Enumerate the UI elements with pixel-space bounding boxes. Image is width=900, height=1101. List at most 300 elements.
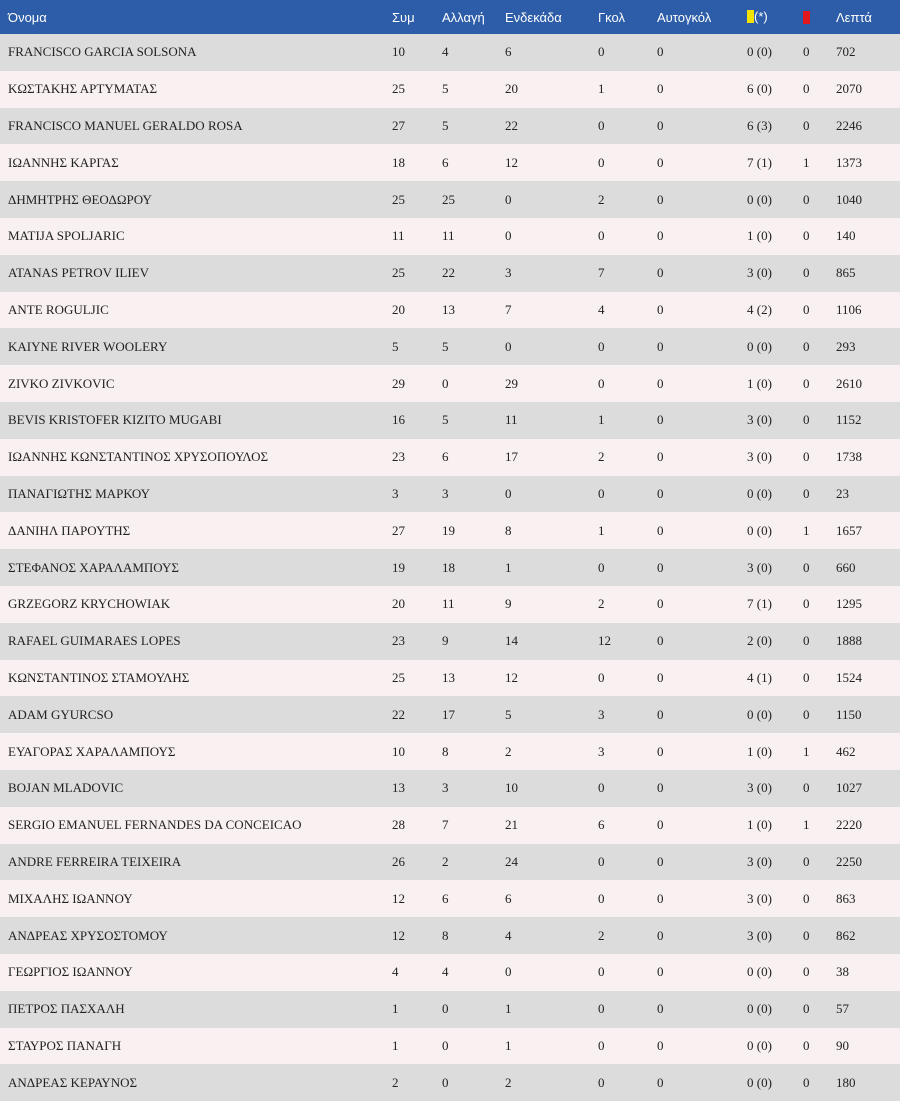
goals-value: 6: [598, 817, 605, 833]
starts-value: 14: [505, 633, 518, 649]
minutes-value: 1657: [836, 522, 862, 538]
starts-value: 2: [505, 1074, 512, 1090]
goals-value: 0: [598, 228, 605, 244]
table-header: [0, 0, 900, 34]
yellow-cards-value: 3 (0): [747, 559, 772, 575]
starts-value: 24: [505, 853, 518, 869]
minutes-value: 1524: [836, 669, 862, 685]
substitute-value: 5: [442, 117, 449, 133]
goals-value: 4: [598, 301, 605, 317]
yellow-cards-value: 1 (0): [747, 375, 772, 391]
starts-value: 0: [505, 338, 512, 354]
player-name[interactable]: ΣΤΕΦΑΝΟΣ ΧΑΡΑΛΑΜΠΟΥΣ: [8, 559, 179, 575]
substitute-value: 5: [442, 412, 449, 428]
goals-value: 1: [598, 522, 605, 538]
own-goals-value: 0: [657, 338, 664, 354]
starts-value: 6: [505, 44, 512, 60]
yellow-cards-value: 1 (0): [747, 817, 772, 833]
minutes-value: 1373: [836, 154, 862, 170]
player-name[interactable]: RAFAEL GUIMARAES LOPES: [8, 633, 181, 649]
player-name[interactable]: ΚΩΝΣΤΑΝΤΙΝΟΣ ΣΤΑΜΟΥΛΗΣ: [8, 669, 190, 685]
own-goals-value: 0: [657, 1074, 664, 1090]
substitute-value: 0: [442, 1037, 449, 1053]
goals-value: 0: [598, 890, 605, 906]
minutes-value: 140: [836, 228, 856, 244]
appearances-value: 12: [392, 927, 405, 943]
starts-value: 1: [505, 1001, 512, 1017]
header-row: [0, 0, 900, 34]
player-name[interactable]: MATIJA SPOLJARIC: [8, 228, 125, 244]
table-row: [0, 991, 900, 1028]
table-row: [0, 439, 900, 476]
player-name[interactable]: KAIYNE RIVER WOOLERY: [8, 338, 168, 354]
player-name[interactable]: ZIVKO ZIVKOVIC: [8, 375, 115, 391]
red-cards-value: 0: [803, 1037, 810, 1053]
player-name[interactable]: ΠΑΝΑΓΙΩΤΗΣ ΜΑΡΚΟΥ: [8, 485, 151, 501]
table-row: [0, 292, 900, 329]
own-goals-value: 0: [657, 927, 664, 943]
starts-value: 7: [505, 301, 512, 317]
appearances-value: 25: [392, 265, 405, 281]
red-cards-value: 0: [803, 412, 810, 428]
appearances-value: 4: [392, 964, 399, 980]
own-goals-value: 0: [657, 301, 664, 317]
goals-value: 3: [598, 743, 605, 759]
appearances-value: 2: [392, 1074, 399, 1090]
substitute-value: 2: [442, 853, 449, 869]
player-name[interactable]: BOJAN MLADOVIC: [8, 780, 124, 796]
appearances-value: 11: [392, 228, 405, 244]
own-goals-value: 0: [657, 853, 664, 869]
minutes-value: 2246: [836, 117, 862, 133]
appearances-value: 5: [392, 338, 399, 354]
player-name[interactable]: ΑΝΔΡΕΑΣ ΧΡΥΣΟΣΤΟΜΟΥ: [8, 927, 168, 943]
red-cards-value: 0: [803, 780, 810, 796]
goals-value: 0: [598, 780, 605, 796]
yellow-cards-value: 0 (0): [747, 485, 772, 501]
appearances-value: 26: [392, 853, 405, 869]
yellow-cards-value: 4 (2): [747, 301, 772, 317]
yellow-cards-value: 3 (0): [747, 927, 772, 943]
table-row: [0, 917, 900, 954]
col-own-goals-header[interactable]: Αυτογκόλ: [657, 9, 712, 25]
appearances-value: 19: [392, 559, 405, 575]
yellow-cards-value: 0 (0): [747, 338, 772, 354]
player-name[interactable]: ΣΤΑΥΡΟΣ ΠΑΝΑΓΗ: [8, 1037, 122, 1053]
minutes-value: 2070: [836, 81, 862, 97]
table-row: [0, 1028, 900, 1065]
red-cards-value: 0: [803, 1001, 810, 1017]
substitute-value: 6: [442, 890, 449, 906]
own-goals-value: 0: [657, 1001, 664, 1017]
minutes-value: 2610: [836, 375, 862, 391]
red-cards-value: 0: [803, 633, 810, 649]
goals-value: 12: [598, 633, 611, 649]
minutes-value: 1106: [836, 301, 862, 317]
red-cards-value: 0: [803, 485, 810, 501]
appearances-value: 3: [392, 485, 399, 501]
table-row: [0, 181, 900, 218]
player-name[interactable]: FRANCISCO MANUEL GERALDO ROSA: [8, 117, 243, 133]
substitute-value: 8: [442, 927, 449, 943]
yellow-cards-value: 6 (3): [747, 117, 772, 133]
starts-value: 29: [505, 375, 518, 391]
appearances-value: 28: [392, 817, 405, 833]
red-cards-value: 0: [803, 338, 810, 354]
starts-value: 11: [505, 412, 518, 428]
player-name[interactable]: ADAM GYURCSO: [8, 706, 114, 722]
red-cards-value: 1: [803, 743, 810, 759]
substitute-value: 0: [442, 375, 449, 391]
table-row: [0, 549, 900, 586]
minutes-value: 23: [836, 485, 849, 501]
minutes-value: 1150: [836, 706, 862, 722]
appearances-value: 20: [392, 596, 405, 612]
minutes-value: 1295: [836, 596, 862, 612]
table-row: [0, 255, 900, 292]
player-name[interactable]: ΔΗΜΗΤΡΗΣ ΘΕΟΔΩΡΟΥ: [8, 191, 152, 207]
player-name[interactable]: BEVIS KRISTOFER KIZITO MUGABI: [8, 412, 222, 428]
yellow-card-icon: [747, 10, 754, 23]
yellow-cards-value: 2 (0): [747, 633, 772, 649]
red-cards-value: 0: [803, 44, 810, 60]
table-row: [0, 844, 900, 881]
substitute-value: 11: [442, 596, 455, 612]
starts-value: 5: [505, 706, 512, 722]
appearances-value: 1: [392, 1037, 399, 1053]
own-goals-value: 0: [657, 964, 664, 980]
red-cards-value: 0: [803, 1074, 810, 1090]
goals-value: 3: [598, 706, 605, 722]
goals-value: 0: [598, 1001, 605, 1017]
starts-value: 4: [505, 927, 512, 943]
red-cards-value: 0: [803, 853, 810, 869]
starts-value: 0: [505, 228, 512, 244]
red-cards-value: 0: [803, 117, 810, 133]
appearances-value: 10: [392, 743, 405, 759]
appearances-value: 25: [392, 191, 405, 207]
minutes-value: 702: [836, 44, 856, 60]
red-cards-value: 0: [803, 706, 810, 722]
yellow-cards-value: 1 (0): [747, 228, 772, 244]
minutes-value: 660: [836, 559, 856, 575]
minutes-value: 1738: [836, 449, 862, 465]
table-row: [0, 954, 900, 991]
own-goals-value: 0: [657, 117, 664, 133]
yellow-cards-value: 3 (0): [747, 890, 772, 906]
red-cards-value: 0: [803, 927, 810, 943]
own-goals-value: 0: [657, 265, 664, 281]
goals-value: 1: [598, 81, 605, 97]
col-sub-header[interactable]: Αλλαγή: [442, 9, 485, 25]
own-goals-value: 0: [657, 633, 664, 649]
starts-value: 2: [505, 743, 512, 759]
table-row: [0, 402, 900, 439]
table-row: [0, 770, 900, 807]
minutes-value: 1040: [836, 191, 862, 207]
yellow-cards-value: 0 (0): [747, 1001, 772, 1017]
substitute-value: 25: [442, 191, 455, 207]
goals-value: 0: [598, 853, 605, 869]
starts-value: 1: [505, 559, 512, 575]
table-row: [0, 807, 900, 844]
own-goals-value: 0: [657, 154, 664, 170]
table-row: [0, 108, 900, 145]
substitute-value: 0: [442, 1001, 449, 1017]
col-starts-header[interactable]: Ενδεκάδα: [505, 9, 562, 25]
starts-value: 0: [505, 964, 512, 980]
substitute-value: 4: [442, 964, 449, 980]
goals-value: 0: [598, 338, 605, 354]
red-cards-value: 0: [803, 596, 810, 612]
substitute-value: 11: [442, 228, 455, 244]
goals-value: 0: [598, 154, 605, 170]
table-row: [0, 696, 900, 733]
starts-value: 21: [505, 817, 518, 833]
minutes-value: 38: [836, 964, 849, 980]
yellow-cards-value: 3 (0): [747, 412, 772, 428]
own-goals-value: 0: [657, 559, 664, 575]
goals-value: 7: [598, 265, 605, 281]
substitute-value: 5: [442, 338, 449, 354]
table-row: [0, 1064, 900, 1101]
goals-value: 0: [598, 1074, 605, 1090]
table-row: [0, 328, 900, 365]
table-row: [0, 733, 900, 770]
substitute-value: 17: [442, 706, 455, 722]
minutes-value: 1027: [836, 780, 862, 796]
player-name[interactable]: ΙΩΑΝΝΗΣ ΚΩΝΣΤΑΝΤΙΝΟΣ ΧΡΥΣΟΠΟΥΛΟΣ: [8, 449, 269, 465]
goals-value: 2: [598, 927, 605, 943]
own-goals-value: 0: [657, 596, 664, 612]
minutes-value: 180: [836, 1074, 856, 1090]
yellow-cards-value: 6 (0): [747, 81, 772, 97]
yellow-cards-value: 7 (1): [747, 596, 772, 612]
appearances-value: 25: [392, 81, 405, 97]
appearances-value: 23: [392, 633, 405, 649]
goals-value: 0: [598, 375, 605, 391]
yellow-cards-value: 0 (0): [747, 1037, 772, 1053]
own-goals-value: 0: [657, 817, 664, 833]
own-goals-value: 0: [657, 191, 664, 207]
red-card-icon: [803, 11, 810, 24]
substitute-value: 3: [442, 485, 449, 501]
appearances-value: 27: [392, 522, 405, 538]
own-goals-value: 0: [657, 449, 664, 465]
starts-value: 20: [505, 81, 518, 97]
substitute-value: 8: [442, 743, 449, 759]
table-row: [0, 144, 900, 181]
player-name[interactable]: ANTE ROGULJIC: [8, 301, 109, 317]
player-name[interactable]: ΔΑΝΙΗΛ ΠΑΡΟΥΤΗΣ: [8, 522, 131, 538]
goals-value: 2: [598, 191, 605, 207]
appearances-value: 16: [392, 412, 405, 428]
table-row: [0, 623, 900, 660]
substitute-value: 19: [442, 522, 455, 538]
yellow-cards-value: 0 (0): [747, 706, 772, 722]
own-goals-value: 0: [657, 1037, 664, 1053]
yellow-cards-value: 7 (1): [747, 154, 772, 170]
substitute-value: 4: [442, 44, 449, 60]
red-cards-value: 0: [803, 81, 810, 97]
own-goals-value: 0: [657, 890, 664, 906]
starts-value: 12: [505, 154, 518, 170]
goals-value: 2: [598, 449, 605, 465]
player-name[interactable]: GRZEGORZ KRYCHOWIAK: [8, 596, 171, 612]
goals-value: 0: [598, 117, 605, 133]
player-name[interactable]: FRANCISCO GARCIA SOLSONA: [8, 44, 197, 60]
player-name[interactable]: ΜΙΧΑΛΗΣ ΙΩΑΝΝΟΥ: [8, 890, 133, 906]
yellow-cards-value: 1 (0): [747, 743, 772, 759]
goals-value: 0: [598, 669, 605, 685]
red-cards-value: 0: [803, 449, 810, 465]
starts-value: 9: [505, 596, 512, 612]
goals-value: 1: [598, 412, 605, 428]
appearances-value: 27: [392, 117, 405, 133]
player-name[interactable]: ΑΝΔΡΕΑΣ ΚΕΡΑΥΝΟΣ: [8, 1074, 138, 1090]
red-cards-value: 0: [803, 964, 810, 980]
yellow-cards-value: 4 (1): [747, 669, 772, 685]
starts-value: 17: [505, 449, 518, 465]
appearances-value: 25: [392, 669, 405, 685]
minutes-value: 1888: [836, 633, 862, 649]
col-name-header[interactable]: Όνομα: [8, 9, 47, 25]
player-name[interactable]: ΕΥΑΓΟΡΑΣ ΧΑΡΑΛΑΜΠΟΥΣ: [8, 743, 176, 759]
goals-value: 0: [598, 44, 605, 60]
goals-value: 0: [598, 1037, 605, 1053]
table-row: [0, 660, 900, 697]
minutes-value: 2220: [836, 817, 862, 833]
starts-value: 10: [505, 780, 518, 796]
player-name[interactable]: ΙΩΑΝΝΗΣ ΚΑΡΓΑΣ: [8, 154, 119, 170]
red-cards-value: 0: [803, 375, 810, 391]
yellow-cards-value: 3 (0): [747, 265, 772, 281]
col-apps-header[interactable]: Συμ: [392, 9, 415, 25]
red-cards-value: 0: [803, 301, 810, 317]
appearances-value: 20: [392, 301, 405, 317]
starts-value: 0: [505, 191, 512, 207]
yellow-cards-value: 0 (0): [747, 522, 772, 538]
table-body: [0, 34, 900, 1101]
player-name[interactable]: SERGIO EMANUEL FERNANDES DA CONCEICAO: [8, 817, 302, 833]
own-goals-value: 0: [657, 375, 664, 391]
own-goals-value: 0: [657, 228, 664, 244]
appearances-value: 23: [392, 449, 405, 465]
player-name[interactable]: ANDRE FERREIRA TEIXEIRA: [8, 853, 182, 869]
table-row: [0, 71, 900, 108]
own-goals-value: 0: [657, 81, 664, 97]
appearances-value: 29: [392, 375, 405, 391]
own-goals-value: 0: [657, 44, 664, 60]
substitute-value: 22: [442, 265, 455, 281]
red-cards-value: 0: [803, 890, 810, 906]
minutes-value: 2250: [836, 853, 862, 869]
player-name[interactable]: ΠΕΤΡΟΣ ΠΑΣΧΑΛΗ: [8, 1001, 125, 1017]
substitute-value: 9: [442, 633, 449, 649]
minutes-value: 57: [836, 1001, 849, 1017]
yellow-cards-value: 3 (0): [747, 449, 772, 465]
col-yellow-header[interactable]: [747, 0, 803, 34]
minutes-value: 862: [836, 927, 856, 943]
own-goals-value: 0: [657, 743, 664, 759]
red-cards-value: 1: [803, 522, 810, 538]
substitute-value: 13: [442, 669, 455, 685]
substitute-value: 6: [442, 154, 449, 170]
appearances-value: 22: [392, 706, 405, 722]
own-goals-value: 0: [657, 669, 664, 685]
starts-value: 0: [505, 485, 512, 501]
col-goals-header[interactable]: Γκολ: [598, 9, 625, 25]
substitute-value: 6: [442, 449, 449, 465]
starts-value: 1: [505, 1037, 512, 1053]
yellow-header-suffix: (*): [754, 8, 768, 24]
player-name[interactable]: ΓΕΩΡΓΙΟΣ ΙΩΑΝΝΟΥ: [8, 964, 133, 980]
goals-value: 0: [598, 485, 605, 501]
table-row: [0, 880, 900, 917]
own-goals-value: 0: [657, 485, 664, 501]
minutes-value: 863: [836, 890, 856, 906]
red-cards-value: 0: [803, 669, 810, 685]
yellow-cards-value: 3 (0): [747, 853, 772, 869]
goals-value: 0: [598, 964, 605, 980]
appearances-value: 18: [392, 154, 405, 170]
table-row: [0, 365, 900, 402]
own-goals-value: 0: [657, 412, 664, 428]
substitute-value: 3: [442, 780, 449, 796]
substitute-value: 0: [442, 1074, 449, 1090]
table-row: [0, 218, 900, 255]
starts-value: 6: [505, 890, 512, 906]
yellow-cards-value: 0 (0): [747, 44, 772, 60]
starts-value: 3: [505, 265, 512, 281]
minutes-value: 462: [836, 743, 856, 759]
appearances-value: 1: [392, 1001, 399, 1017]
appearances-value: 10: [392, 44, 405, 60]
table-row: [0, 476, 900, 513]
substitute-value: 18: [442, 559, 455, 575]
col-red-header[interactable]: [803, 0, 836, 34]
substitute-value: 7: [442, 817, 449, 833]
player-name[interactable]: ΚΩΣΤΑΚΗΣ ΑΡΤΥΜΑΤΑΣ: [8, 81, 158, 97]
red-cards-value: 1: [803, 154, 810, 170]
red-cards-value: 1: [803, 817, 810, 833]
own-goals-value: 0: [657, 522, 664, 538]
player-name[interactable]: ATANAS PETROV ILIEV: [8, 265, 149, 281]
table-row: [0, 512, 900, 549]
table-row: [0, 34, 900, 71]
appearances-value: 12: [392, 890, 405, 906]
own-goals-value: 0: [657, 706, 664, 722]
yellow-cards-value: 0 (0): [747, 1074, 772, 1090]
red-cards-value: 0: [803, 228, 810, 244]
starts-value: 8: [505, 522, 512, 538]
substitute-value: 13: [442, 301, 455, 317]
goals-value: 0: [598, 559, 605, 575]
minutes-value: 90: [836, 1037, 849, 1053]
red-cards-value: 0: [803, 191, 810, 207]
appearances-value: 13: [392, 780, 405, 796]
starts-value: 22: [505, 117, 518, 133]
minutes-value: 293: [836, 338, 856, 354]
table-row: [0, 586, 900, 623]
own-goals-value: 0: [657, 780, 664, 796]
minutes-value: 1152: [836, 412, 862, 428]
yellow-cards-value: 3 (0): [747, 780, 772, 796]
goals-value: 2: [598, 596, 605, 612]
red-cards-value: 0: [803, 265, 810, 281]
col-minutes-header[interactable]: Λεπτά: [836, 9, 872, 25]
yellow-cards-value: 0 (0): [747, 191, 772, 207]
